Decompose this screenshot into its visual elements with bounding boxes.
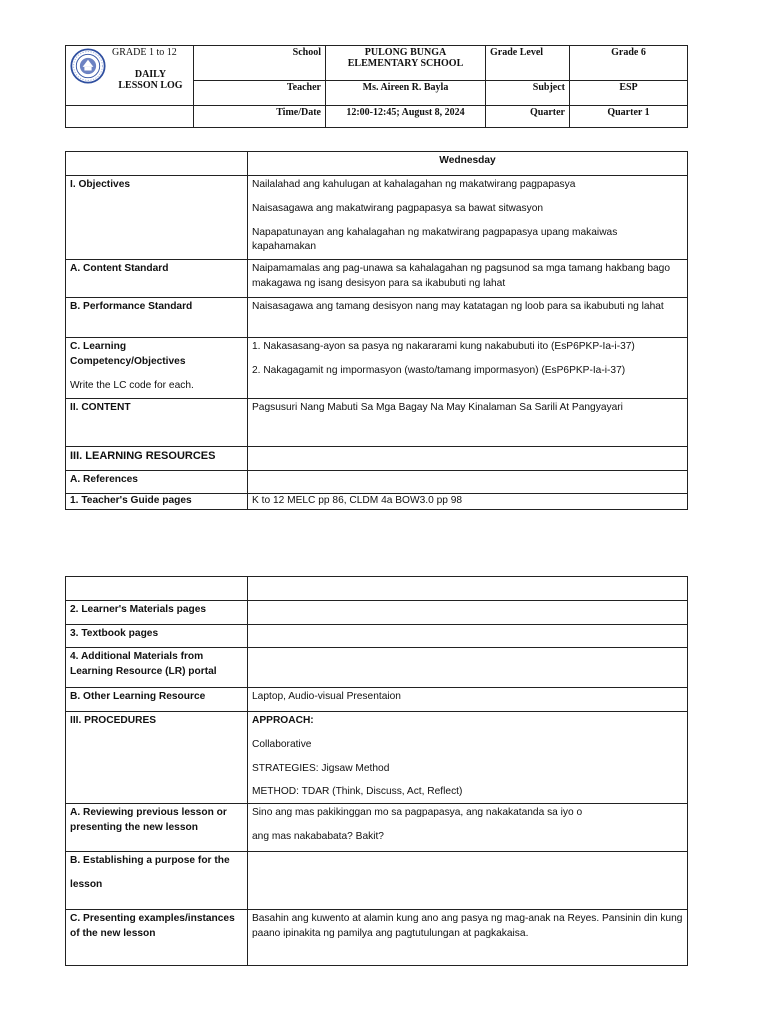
presenting-examples-content: Basahin ang kuwento at alamin kung ano ang pasya ng mag-anak na Reyes. Pansinin din kung paano ipinakita ng pamilya ang pagtutulungan at pagkakaisa. — [248, 910, 688, 966]
reviewing-lesson-label: A. Reviewing previous lesson or presenting the new lesson — [66, 804, 248, 852]
teacher-value: Ms. Aireen R. Bayla — [326, 81, 486, 105]
deped-seal-icon — [70, 48, 106, 84]
day-header: Wednesday — [248, 152, 688, 176]
references-content — [248, 471, 688, 494]
content-standard-label: A. Content Standard — [66, 260, 248, 298]
approach-heading: APPROACH: — [252, 715, 314, 726]
school-label: School — [194, 46, 326, 81]
textbook-pages-label: 3. Textbook pages — [66, 625, 248, 648]
empty-cell — [66, 105, 194, 127]
learners-materials-content — [248, 601, 688, 625]
learners-materials-label: 2. Learner's Materials pages — [66, 601, 248, 625]
learning-competency-content: 1. Nakasasang-ayon sa pasya ng nakararami kung nakabubuti ito (EsP6PKP-Ia-i-37) 2. Nakagagamit ng impormasyon (wasto/tamang impormasyon) (EsP6PKP-Ia-i-37) — [248, 338, 688, 399]
blank-row-content — [248, 577, 688, 601]
objectives-content: Nailalahad ang kahulugan at kahalagahan ng makatwirang pagpapasya Naisasagawa ang makatwirang pagpapasya sa bawat sitwasyon Napapatunayan ang kahalagahan ng makatwirang pagpapasya upang makaiwas kapahamakan — [248, 176, 688, 260]
additional-materials-label: 4. Additional Materials from Learning Resource (LR) portal — [66, 648, 248, 688]
performance-standard-content: Naisasagawa ang tamang desisyon nang may katatagan ng loob para sa ikabubuti ng lahat — [248, 298, 688, 338]
doc-title-1: DAILY — [134, 69, 167, 80]
content-standard-content: Naipamamalas ang pag-unawa sa kahalagahan ng pagsunod sa mga tamang hakbang bago makagawa ng isang desisyon para sa ikabubuti ng lahat — [248, 260, 688, 298]
grade-title-cell — [66, 46, 194, 106]
other-resource-content: Laptop, Audio-visual Presentaion — [248, 688, 688, 712]
teachers-guide-label: 1. Teacher's Guide pages — [66, 494, 248, 510]
timedate-label: Time/Date — [194, 105, 326, 127]
procedures-content: APPROACH: Collaborative STRATEGIES: Jigsaw Method METHOD: TDAR (Think, Discuss, Act, Reflect) — [248, 712, 688, 804]
lesson-log-header — [65, 45, 688, 128]
blank-row-label — [66, 577, 248, 601]
subject-label: Subject — [486, 81, 570, 105]
blank-header-cell — [66, 152, 248, 176]
teachers-guide-content: K to 12 MELC pp 86, CLDM 4a BOW3.0 pp 98 — [248, 494, 688, 510]
quarter-value: Quarter 1 — [570, 105, 688, 127]
grade-range: GRADE 1 to 12 — [112, 47, 177, 58]
timedate-value: 12:00-12:45; August 8, 2024 — [326, 105, 486, 127]
lesson-table-2 — [65, 576, 688, 966]
grade-level-label: Grade Level — [486, 46, 570, 81]
quarter-label: Quarter — [486, 105, 570, 127]
establishing-purpose-content — [248, 852, 688, 910]
references-label: A. References — [66, 471, 248, 494]
lc-code-note: Write the LC code for each. — [70, 379, 194, 391]
learning-competency-label: C. Learning Competency/Objectives — [70, 341, 186, 367]
grade-level-value: Grade 6 — [570, 46, 688, 81]
learning-resources-label: III. LEARNING RESOURCES — [66, 447, 248, 471]
other-resource-label: B. Other Learning Resource — [66, 688, 248, 712]
content-content: Pagsusuri Nang Mabuti Sa Mga Bagay Na May Kinalaman Sa Sarili At Pangyayari — [248, 399, 688, 447]
school-value: PULONG BUNGA ELEMENTARY SCHOOL — [326, 46, 486, 81]
reviewing-lesson-content: Sino ang mas pakikinggan mo sa pagpapasya, ang nakakatanda sa iyo o ang mas nakababata? Bakit? — [248, 804, 688, 852]
establishing-purpose-label: B. Establishing a purpose for the lesson — [66, 852, 248, 910]
procedures-label: III. PROCEDURES — [66, 712, 248, 804]
presenting-examples-label: C. Presenting examples/instances of the new lesson — [66, 910, 248, 966]
lesson-table-1 — [65, 151, 688, 510]
doc-title-2: LESSON LOG — [118, 80, 183, 91]
learning-competency-label-cell — [66, 338, 248, 399]
additional-materials-content — [248, 648, 688, 688]
textbook-pages-content — [248, 625, 688, 648]
teacher-label: Teacher — [194, 81, 326, 105]
objectives-label: I. Objectives — [66, 176, 248, 260]
learning-resources-content — [248, 447, 688, 471]
performance-standard-label: B. Performance Standard — [66, 298, 248, 338]
subject-value: ESP — [570, 81, 688, 105]
content-label: II. CONTENT — [66, 399, 248, 447]
